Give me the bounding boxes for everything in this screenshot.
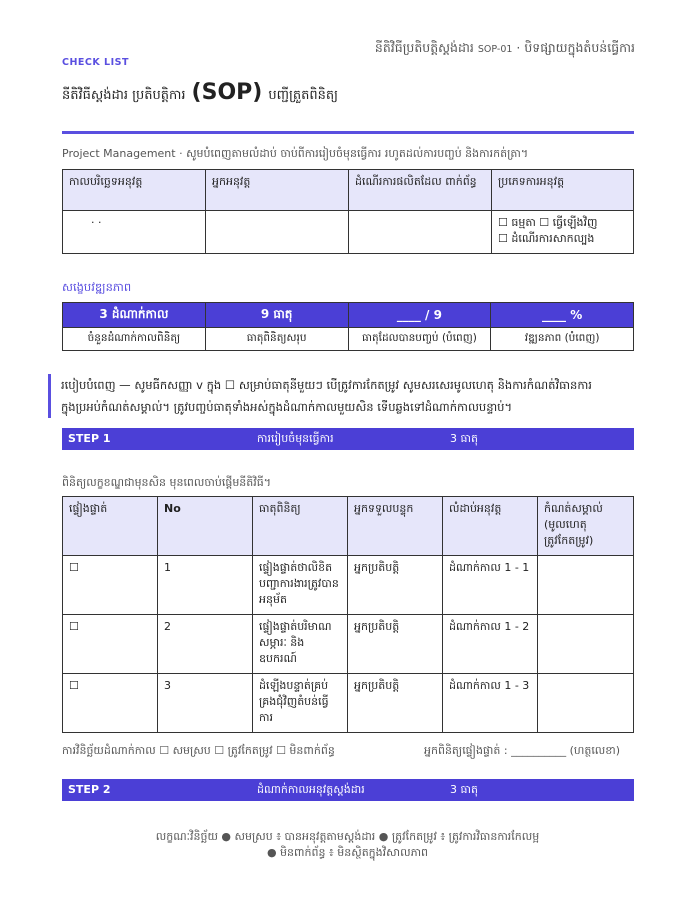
row-number: 2 xyxy=(158,615,253,674)
accent-divider xyxy=(62,131,634,134)
instructions-line-2: ក្នុងប្រអប់កំណត់សម្គាល់។ ត្រូវបញ្ចប់ធាតុទាំងអស់ក្នុងដំណាក់កាលមួយសិន ទើបឆ្លងទៅដំណាក់កាលបន្ទាប់។ xyxy=(61,400,513,414)
summary-completed[interactable]: ____ / 9 xyxy=(348,303,491,328)
page-title xyxy=(62,80,338,106)
type-field xyxy=(492,211,634,254)
step-2-bar xyxy=(62,779,634,801)
summary-table xyxy=(62,302,634,351)
header-type: ប្រភេទការអនុវត្ត xyxy=(492,170,634,211)
decision-options[interactable]: ការវិនិច្ឆ័យដំណាក់កាល ☐ សមស្រប ☐ ត្រូវកែតម្រូវ ☐ មិនពាក់ព័ន្ធ xyxy=(62,744,335,757)
instructions-line-1: របៀបបំពេញ — សូមធីកសញ្ញា v ក្នុង ☐ សម្រាប់ធាតុនីមួយៗ បើត្រូវការកែតម្រូវ សូមសរសេរមូលហេតុ និងការកំណត់វិធានការ xyxy=(61,378,592,392)
row-number: 1 xyxy=(158,556,253,615)
type-option-row-1[interactable]: ☐ ធម្មតា ☐ ធ្វើឡើងវិញ xyxy=(498,216,598,229)
row-checkbox[interactable]: ☐ xyxy=(63,615,158,674)
progress-summary-label: សង្ខេបវឌ្ឍនភាព xyxy=(62,280,132,294)
col-verify: ផ្ទៀងផ្ទាត់ xyxy=(63,497,158,556)
row-checkbox[interactable]: ☐ xyxy=(63,674,158,733)
info-table xyxy=(62,169,634,254)
row-owner: អ្នកប្រតិបត្តិ xyxy=(348,556,443,615)
step-1-bar xyxy=(62,428,634,450)
performer-field[interactable] xyxy=(206,211,349,254)
col-phase: លំដាប់អនុវត្ត xyxy=(443,497,538,556)
document-code: SOP-01 xyxy=(477,44,513,55)
summary-items: 9 ធាតុ xyxy=(205,303,348,328)
summary-items-caption: ធាតុពិនិត្យសរុប xyxy=(205,328,348,351)
verifier-signature[interactable]: អ្នកពិនិត្យផ្ទៀងផ្ទាត់ : __________ (ហត្ថលេខា) xyxy=(424,744,621,757)
summary-completed-caption: ធាតុដែលបានបញ្ចប់ (បំពេញ) xyxy=(348,328,491,351)
row-owner: អ្នកប្រតិបត្តិ xyxy=(348,615,443,674)
header-suffix: · បិទផ្សាយក្នុងតំបន់ធ្វើការ xyxy=(516,40,635,55)
subtitle: Project Management · សូមបំពេញតាមលំដាប់ ចាប់ពីការរៀបចំមុនធ្វើការ រហូតដល់ការបញ្ចប់ និងការកត់ត្រា។ xyxy=(62,147,529,160)
stage-decision xyxy=(62,744,621,760)
step-2-name: ដំណាក់កាលអនុវត្តស្តង់ដារ xyxy=(257,783,365,796)
row-owner: អ្នកប្រតិបត្តិ xyxy=(348,674,443,733)
row-note[interactable] xyxy=(538,674,634,733)
row-phase: ដំណាក់កាល 1 - 3 xyxy=(443,674,538,733)
row-checkbox[interactable]: ☐ xyxy=(63,556,158,615)
step-1-label: STEP 1 xyxy=(68,432,111,445)
row-number: 3 xyxy=(158,674,253,733)
summary-stages-caption: ចំនួនដំណាក់កាលពិនិត្យ xyxy=(63,328,206,351)
step-1-count: 3 ធាតុ xyxy=(450,432,478,445)
header-date: កាលបរិច្ឆេទអនុវត្ត xyxy=(63,170,206,211)
row-phase: ដំណាក់កាល 1 - 1 xyxy=(443,556,538,615)
table-row xyxy=(63,615,634,674)
col-owner: អ្នកទទួលបន្ទុក xyxy=(348,497,443,556)
col-no: No xyxy=(158,497,253,556)
row-note[interactable] xyxy=(538,556,634,615)
col-note: កំណត់សម្គាល់ (មូលហេតុត្រូវកែតម្រូវ) xyxy=(538,497,634,556)
title-sop: (SOP) xyxy=(191,80,263,105)
summary-stages: 3 ដំណាក់កាល xyxy=(63,303,206,328)
document-header xyxy=(375,40,635,59)
step-1-intro: ពិនិត្យលក្ខខណ្ឌជាមុនសិន មុនពេលចាប់ផ្តើមនីតិវិធី។ xyxy=(62,476,271,489)
header-performer: អ្នកអនុវត្ត xyxy=(206,170,349,211)
title-suffix: បញ្ជីត្រួតពិនិត្យ xyxy=(268,88,338,103)
title-prefix: នីតិវិធីស្តង់ដារ ប្រតិបត្តិការ xyxy=(62,88,186,103)
table-row xyxy=(63,556,634,615)
summary-percent[interactable]: ____ % xyxy=(491,303,634,328)
step-1-name: ការរៀបចំមុនធ្វើការ xyxy=(257,432,334,445)
legend-line-2: ● មិនពាក់ព័ន្ធ ៖ មិនស្ថិតក្នុងវិសាលភាព xyxy=(266,846,429,859)
row-item: ផ្ទៀងផ្ទាត់បរិមាណសម្ភារៈ និងឧបករណ៍ xyxy=(253,615,348,674)
process-field[interactable] xyxy=(349,211,492,254)
instructions-callout xyxy=(48,374,634,418)
step-2-label: STEP 2 xyxy=(68,783,111,796)
table-row xyxy=(63,674,634,733)
step-1-checklist-table xyxy=(62,496,634,733)
date-placeholder: · · xyxy=(91,216,102,229)
legend-line-1: លក្ខណៈវិនិច្ឆ័យ ● សមស្រប ៖ បានអនុវត្តតាមស្តង់ដារ ● ត្រូវកែតម្រូវ ៖ ត្រូវការវិធានការកែលម្អ xyxy=(155,830,540,843)
type-option-row-2[interactable]: ☐ ដំណើរការសាកល្បង xyxy=(498,232,595,245)
col-item: ធាតុពិនិត្យ xyxy=(253,497,348,556)
step-2-count: 3 ធាតុ xyxy=(450,783,478,796)
check-list-label: CHECK LIST xyxy=(62,57,129,68)
summary-percent-caption: វឌ្ឍនភាព (បំពេញ) xyxy=(491,328,634,351)
criteria-legend xyxy=(0,829,695,861)
date-field[interactable] xyxy=(63,211,206,254)
header-process: ដំណើរការផលិតដែល ពាក់ព័ន្ធ xyxy=(349,170,492,211)
row-item: ផ្ទៀងផ្ទាត់ថាលិខិតបញ្ជាការងារត្រូវបានអនុម័ត xyxy=(253,556,348,615)
row-phase: ដំណាក់កាល 1 - 2 xyxy=(443,615,538,674)
row-note[interactable] xyxy=(538,615,634,674)
row-item: ដំឡើងបន្ទាត់គ្រប់គ្រងជុំវិញតំបន់ធ្វើការ xyxy=(253,674,348,733)
header-title: នីតិវិធីប្រតិបត្តិស្តង់ដារ xyxy=(374,40,474,55)
